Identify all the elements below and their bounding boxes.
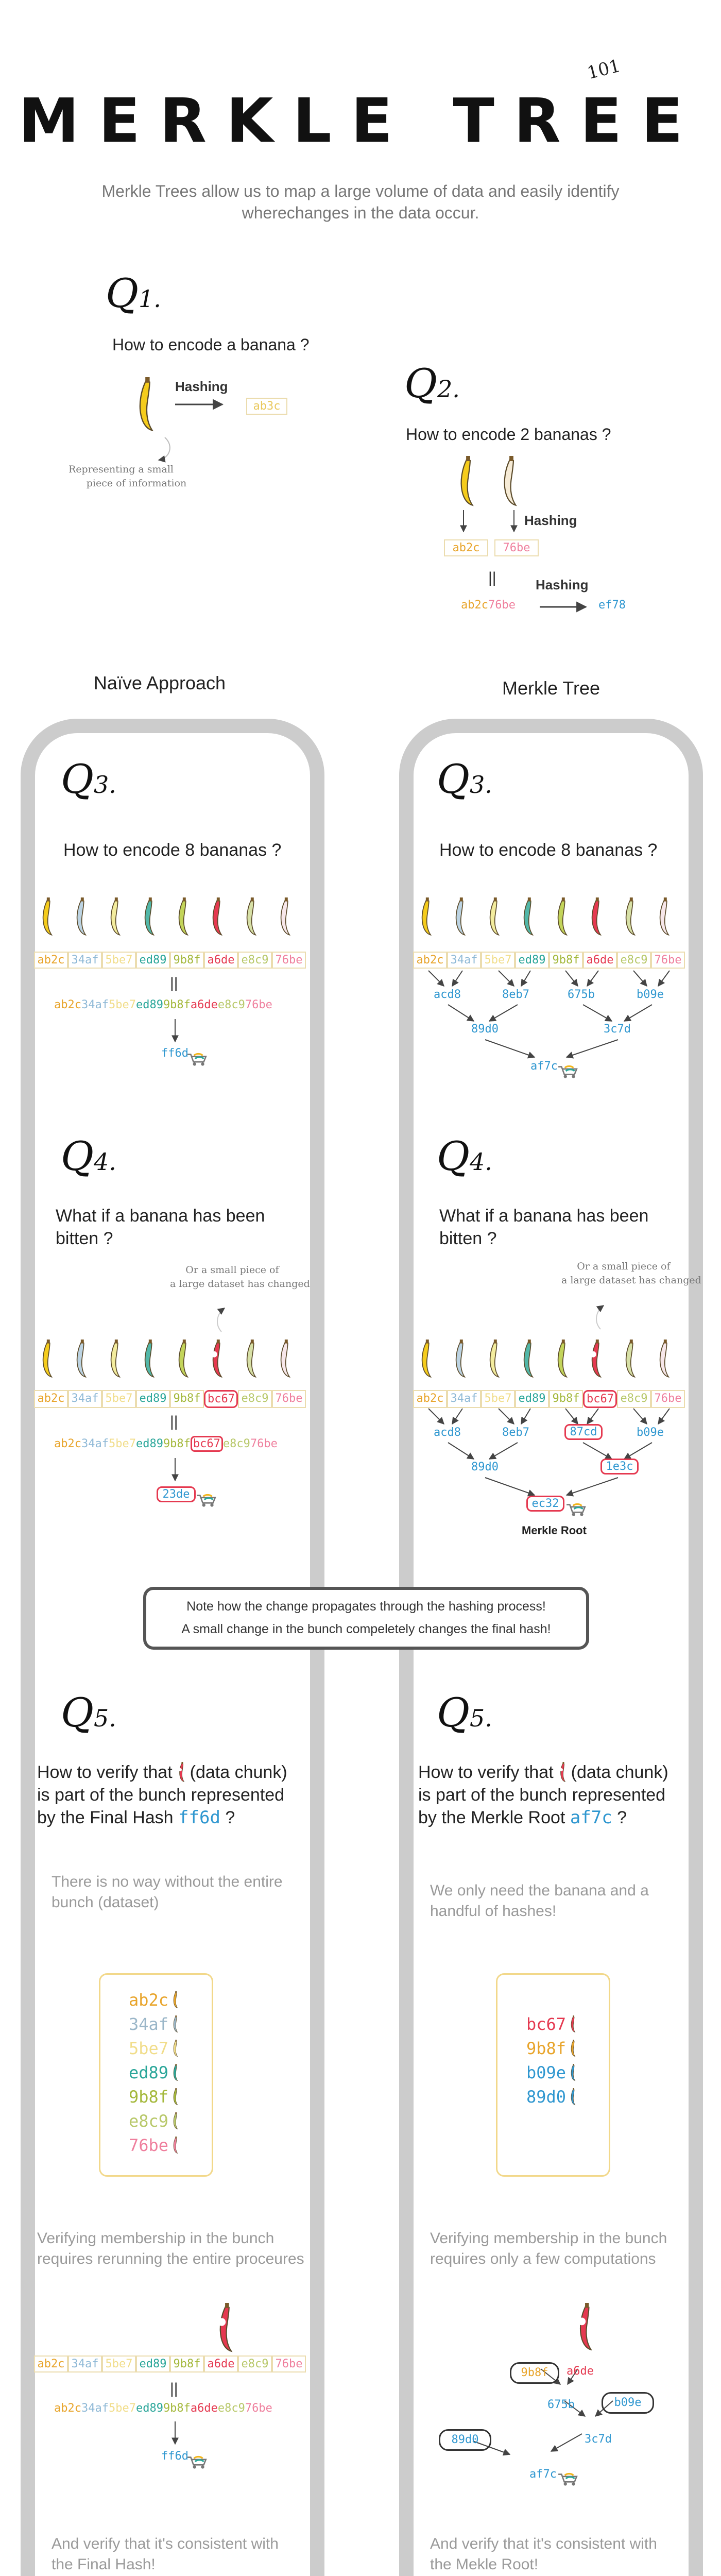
concat-hash: ed89 <box>135 998 163 1011</box>
data-list-hash: ab2c <box>129 1990 169 2010</box>
q5-left-grey-3-line-1: And verify that it's consistent with <box>52 2535 279 2552</box>
q4-left-result: 23de <box>157 1486 196 1502</box>
verify-pair-b: a6de <box>566 2365 594 2378</box>
banana-icon <box>416 897 435 937</box>
concat-hash: bc67 <box>191 1436 223 1452</box>
banana-icon <box>105 897 124 937</box>
q5-left-q-final: by the Final Hash <box>37 1808 174 1827</box>
q5-right-q-end: ? <box>617 1808 627 1827</box>
leaf-hash: 76be <box>272 952 306 969</box>
q4-right-l2-1: 1e3c <box>600 1459 639 1475</box>
q4-left-letter: Q <box>61 1133 94 1180</box>
leaf-hash: e8c9 <box>238 952 272 969</box>
data-list-hash: 34af <box>129 2014 169 2034</box>
banana-icon <box>130 377 160 433</box>
q3-left-number: 3. <box>93 771 116 799</box>
banana-icon <box>450 1340 469 1379</box>
superscript-101: 101 <box>585 55 623 84</box>
data-list-item <box>129 2036 180 2060</box>
q3-right-leaves <box>413 952 685 969</box>
q3-right-root: af7c <box>530 1060 558 1073</box>
leaf-hash: a6de <box>204 952 238 969</box>
leaf-hash: 9b8f <box>170 1390 204 1408</box>
subtitle <box>67 180 654 224</box>
q2-equals: || <box>488 569 496 586</box>
q4-left-question <box>56 1205 265 1250</box>
concat-hash: e8c9 <box>217 2402 245 2415</box>
leaf-hash: 76be <box>651 1390 685 1408</box>
q3-left-letter: Q <box>61 756 94 803</box>
data-list-item <box>526 2012 577 2036</box>
data-list-hash: 9b8f <box>129 2087 169 2107</box>
curved-arrow-icon <box>591 1303 612 1334</box>
q1-label <box>106 270 161 317</box>
q5-left-grey-3 <box>52 2534 279 2575</box>
q2-label <box>404 361 460 407</box>
q1-hash: ab3c <box>246 398 287 415</box>
banana-icon <box>495 456 522 507</box>
q4-right-l1-2: 87cd <box>564 1424 603 1440</box>
q2-concat <box>461 599 516 612</box>
leaf-hash: 5be7 <box>102 1390 136 1408</box>
verify-mid: 675b <box>547 2398 575 2411</box>
q5-right-grey-1 <box>430 1880 649 1922</box>
q4-right-number: 4. <box>469 1148 492 1176</box>
concat-hash: 34af <box>81 1437 109 1450</box>
leaf-hash: e8c9 <box>238 1390 272 1408</box>
q4-right-l1-0: acd8 <box>434 1426 461 1439</box>
data-list-item <box>129 2109 180 2133</box>
q5-left-letter: Q <box>61 1690 94 1736</box>
q5-right-question-line-3 <box>418 1806 668 1829</box>
q1-question: How to encode a banana ? <box>112 335 310 354</box>
leaf-hash: 5be7 <box>481 1390 515 1408</box>
cart-icon <box>186 1052 208 1066</box>
q4-left-question-line-1: What if a banana has been <box>56 1206 265 1226</box>
cart-icon <box>557 1064 579 1079</box>
concat-hash: a6de <box>190 998 218 1011</box>
merkle-tree-lines <box>412 969 700 1061</box>
q5-left-q-part-a: How to verify that <box>37 1762 173 1782</box>
banana-icon <box>654 1340 673 1379</box>
q5-left-grey-3-line-2: the Final Hash! <box>52 2556 156 2573</box>
q5-right-data-list <box>526 2012 577 2109</box>
concat-hash: e8c9 <box>217 998 245 1011</box>
q1-hashing-label: Hashing <box>175 379 228 394</box>
concat-hash: 9b8f <box>163 2402 191 2415</box>
q4-left-note <box>154 1263 310 1291</box>
q2-hashing-label-1: Hashing <box>524 513 577 528</box>
q5-left-concat <box>54 2402 272 2415</box>
q3-left-result: ff6d <box>161 1047 188 1060</box>
subtitle-line-1: Merkle Trees allow us to map a large volume of data and easily identify <box>101 182 620 200</box>
q2-hash-a: ab2c <box>444 539 488 556</box>
naive-approach-title: Naïve Approach <box>93 672 226 693</box>
leaf-hash: 9b8f <box>549 952 583 969</box>
banana-icon <box>139 897 158 937</box>
cart-icon <box>557 2472 579 2486</box>
leaf-hash: 76be <box>651 952 685 969</box>
q3-left-equals: || <box>170 975 178 992</box>
data-list-item <box>129 2060 180 2084</box>
q5-right-label <box>437 1690 492 1736</box>
bitten-banana-icon <box>586 1340 605 1379</box>
curved-arrow-icon <box>149 435 175 466</box>
q5-right-grey-1-line-1: We only need the banana and a <box>430 1882 649 1899</box>
q4-right-note <box>546 1260 701 1287</box>
concat-hash: 5be7 <box>108 1437 136 1450</box>
banana-icon <box>452 456 479 507</box>
q4-right-l1-3: b09e <box>637 1426 664 1439</box>
q5-left-question-line-1 <box>37 1761 287 1784</box>
q5-left-q-hash: ff6d <box>178 1807 220 1828</box>
q5-left-grey-1 <box>52 1872 283 1913</box>
banana-icon <box>207 897 226 937</box>
q5-right-q-part-b: (data chunk) <box>571 1762 668 1782</box>
banana-icon <box>170 2137 180 2154</box>
data-list-item <box>526 2036 577 2060</box>
concat-hash: ab2c <box>54 1437 81 1450</box>
banana-icon <box>568 2088 577 2106</box>
banana-icon <box>620 1340 639 1379</box>
q1-note-line-1: Representing a small <box>68 464 174 475</box>
leaf-hash: 9b8f <box>170 952 204 969</box>
leaf-hash: ed89 <box>136 2355 170 2372</box>
leaf-hash: a6de <box>204 2355 238 2372</box>
cart-icon <box>186 2455 208 2469</box>
leaf-hash: ab2c <box>413 1390 447 1408</box>
q2-hash-row <box>444 539 539 556</box>
arrow-icon <box>458 510 469 535</box>
data-list-hash: 5be7 <box>129 2038 169 2058</box>
banana-icon <box>173 897 192 937</box>
leaf-hash: ab2c <box>34 2355 68 2372</box>
q5-left-data-list <box>129 1988 180 2157</box>
banana-icon <box>568 2015 577 2033</box>
q5-left-q-part-b: (data chunk) <box>190 1762 287 1782</box>
q2-concat-a: ab2c <box>461 599 488 612</box>
q3-right-l2-1: 3c7d <box>604 1023 631 1036</box>
q3-left-concat <box>54 998 272 1011</box>
banana-icon <box>518 897 537 937</box>
q5-left-question <box>37 1761 287 1829</box>
q2-letter: Q <box>404 361 437 407</box>
banana-icon <box>37 1340 56 1379</box>
q4-left-leaves <box>34 1390 306 1408</box>
q5-left-q-end: ? <box>225 1808 235 1827</box>
q5-right-question-line-2: is part of the bunch represented <box>418 1785 666 1805</box>
q1-note-line-2: piece of information <box>86 478 187 489</box>
propagation-note-line-2: A small change in the bunch compeletely changes the final hash! <box>181 1622 551 1636</box>
verify-root: af7c <box>529 2468 557 2481</box>
q5-right-grey-3-line-1: And verify that it's consistent with <box>430 2535 657 2552</box>
arrow-icon <box>171 1458 179 1484</box>
bitten-banana-icon <box>557 1762 568 1783</box>
arrow-icon <box>175 399 227 410</box>
banana-icon <box>552 897 571 937</box>
q4-right-leaves <box>413 1390 685 1408</box>
q2-number: 2. <box>437 375 460 403</box>
banana-icon <box>241 897 260 937</box>
q3-right-l1-0: acd8 <box>434 988 461 1001</box>
subtitle-line-2: wherechanges in the data occur. <box>242 204 479 222</box>
leaf-hash: e8c9 <box>238 2355 272 2372</box>
q2-question: How to encode 2 bananas ? <box>406 425 611 444</box>
arrow-icon <box>171 2421 179 2447</box>
leaf-hash: ed89 <box>136 952 170 969</box>
banana-icon <box>450 897 469 937</box>
merkle-tree-title: Merkle Tree <box>502 677 600 699</box>
q4-right-label <box>437 1133 492 1180</box>
q2-hashing-label-2: Hashing <box>536 577 589 592</box>
data-list-item <box>129 1988 180 2012</box>
q4-right-bananas <box>416 1340 688 1381</box>
banana-icon <box>275 897 294 937</box>
concat-hash: 34af <box>81 998 109 1011</box>
banana-icon <box>586 897 605 937</box>
leaf-hash: a6de <box>583 952 617 969</box>
banana-icon <box>139 1340 158 1379</box>
q3-right-l1-2: 675b <box>568 988 595 1001</box>
q3-left-question: How to encode 8 bananas ? <box>63 840 282 860</box>
banana-icon <box>170 2088 180 2106</box>
q3-right-question: How to encode 8 bananas ? <box>439 840 658 860</box>
q5-left-result: ff6d <box>161 2450 188 2463</box>
curved-arrow-icon <box>212 1306 233 1337</box>
data-list-hash: b09e <box>526 2062 566 2082</box>
bitten-banana-icon <box>211 2303 238 2353</box>
banana-icon <box>654 897 673 937</box>
arrow-icon <box>509 510 519 535</box>
banana-icon <box>105 1340 124 1379</box>
q4-right-question-line-1: What if a banana has been <box>439 1206 649 1226</box>
q1-note <box>44 463 198 490</box>
q5-right-question-line-1 <box>418 1761 668 1784</box>
concat-hash: 34af <box>81 2402 109 2415</box>
q4-left-equals: || <box>170 1413 178 1430</box>
verify-left: 89d0 <box>439 2429 491 2451</box>
leaf-hash: ed89 <box>515 952 549 969</box>
concat-hash: 76be <box>245 2402 272 2415</box>
banana-icon <box>170 2015 180 2033</box>
banana-icon <box>568 2064 577 2081</box>
q4-left-label <box>61 1133 116 1180</box>
leaf-hash: 34af <box>447 952 481 969</box>
leaf-hash: 34af <box>447 1390 481 1408</box>
data-list-item <box>129 2012 180 2036</box>
arrow-icon <box>171 1019 179 1045</box>
leaf-hash: bc67 <box>204 1390 238 1408</box>
concat-hash: 76be <box>245 998 272 1011</box>
leaf-hash: ab2c <box>413 952 447 969</box>
leaf-hash: e8c9 <box>617 952 651 969</box>
q4-left-bananas <box>37 1340 309 1381</box>
leaf-hash: 34af <box>68 952 102 969</box>
q3-right-bananas <box>416 897 688 939</box>
verify-pair-a: 9b8f <box>510 2362 559 2384</box>
concat-hash: 5be7 <box>108 998 136 1011</box>
banana-icon <box>170 2064 180 2081</box>
q2-result: ef78 <box>598 599 626 612</box>
banana-icon <box>518 1340 537 1379</box>
concat-hash: ed89 <box>135 1437 163 1450</box>
q5-left-grey-1-line-1: There is no way without the entire <box>52 1873 283 1890</box>
leaf-hash: 5be7 <box>102 2355 136 2372</box>
banana-icon <box>37 897 56 937</box>
leaf-hash: ed89 <box>136 1390 170 1408</box>
leaf-hash: 9b8f <box>170 2355 204 2372</box>
q4-left-question-line-2: bitten ? <box>56 1229 113 1248</box>
q5-right-grey-3 <box>430 2534 657 2575</box>
q5-right-q-hash: af7c <box>570 1807 612 1828</box>
leaf-hash: bc67 <box>583 1390 617 1408</box>
q5-right-q-part-a: How to verify that <box>418 1762 554 1782</box>
leaf-hash: 9b8f <box>549 1390 583 1408</box>
verify-side: b09e <box>602 2392 654 2414</box>
data-list-item <box>129 2084 180 2109</box>
banana-icon <box>275 1340 294 1379</box>
propagation-note <box>143 1587 589 1650</box>
q4-right-note-line-2: a large dataset has changed <box>561 1275 701 1286</box>
q5-left-equals: || <box>170 2380 178 2397</box>
q2-concat-b: 76be <box>488 599 516 612</box>
q5-left-leaves <box>34 2355 306 2372</box>
q3-left-leaves <box>34 952 306 969</box>
q5-right-grey-2-line-2: requires only a few computations <box>430 2250 656 2267</box>
q3-left-label <box>61 756 116 803</box>
banana-icon <box>71 1340 90 1379</box>
merkle-tree-lines <box>412 1406 700 1510</box>
data-list-hash: e8c9 <box>129 2111 169 2131</box>
concat-hash: 9b8f <box>163 1437 191 1450</box>
q5-right-grey-2-line-1: Verifying membership in the bunch <box>430 2230 667 2247</box>
cart-icon <box>196 1493 217 1507</box>
banana-icon <box>484 1340 503 1379</box>
q5-left-grey-2 <box>37 2228 304 2269</box>
q5-left-question-line-2: is part of the bunch represented <box>37 1785 285 1805</box>
q4-left-note-line-1: Or a small piece of <box>185 1264 279 1276</box>
q5-right-grey-1-line-2: handful of hashes! <box>430 1903 557 1920</box>
banana-icon <box>170 1991 180 2009</box>
data-list-item <box>526 2060 577 2084</box>
concat-hash: e8c9 <box>222 1437 250 1450</box>
leaf-hash: ab2c <box>34 1390 68 1408</box>
q1-number: 1. <box>138 285 161 313</box>
q2-hash-b: 76be <box>494 539 539 556</box>
q4-right-l2-0: 89d0 <box>471 1461 499 1473</box>
q5-right-grey-3-line-2: the Mekle Root! <box>430 2556 539 2573</box>
bitten-banana-icon <box>572 2303 597 2352</box>
leaf-hash: ab2c <box>34 952 68 969</box>
q3-right-number: 3. <box>469 771 492 799</box>
page-title: MERKLE TREE <box>19 85 702 156</box>
q4-left-number: 4. <box>93 1148 116 1176</box>
q3-right-l2-0: 89d0 <box>471 1023 499 1036</box>
q4-right-root: ec32 <box>526 1496 564 1512</box>
q5-left-grey-1-line-2: bunch (dataset) <box>52 1894 159 1911</box>
q3-right-letter: Q <box>437 756 470 803</box>
q4-right-letter: Q <box>437 1133 470 1180</box>
leaf-hash: 34af <box>68 2355 102 2372</box>
banana-icon <box>241 1340 260 1379</box>
data-list-hash: ed89 <box>129 2062 169 2082</box>
banana-icon <box>71 897 90 937</box>
data-list-hash: bc67 <box>526 2014 566 2034</box>
q4-right-note-line-1: Or a small piece of <box>577 1261 671 1272</box>
q5-left-label <box>61 1690 116 1736</box>
q4-right-l1-1: 8eb7 <box>502 1426 529 1439</box>
banana-icon <box>552 1340 571 1379</box>
banana-icon <box>620 897 639 937</box>
banana-icon <box>568 2040 577 2057</box>
leaf-hash: 76be <box>272 2355 306 2372</box>
banana-icon <box>173 1340 192 1379</box>
leaf-hash: 34af <box>68 1390 102 1408</box>
q4-right-question <box>439 1205 648 1250</box>
q4-left-concat <box>54 1437 278 1450</box>
q5-right-question <box>418 1761 668 1829</box>
leaf-hash: 5be7 <box>481 952 515 969</box>
q5-left-grey-2-line-2: requires rerunning the entire proceures <box>37 2250 304 2267</box>
leaf-hash: ed89 <box>515 1390 549 1408</box>
leaf-hash: e8c9 <box>617 1390 651 1408</box>
concat-hash: ab2c <box>54 2402 81 2415</box>
banana-icon <box>416 1340 435 1379</box>
q5-right-q-final: by the Merkle Root <box>418 1808 565 1827</box>
data-list-hash: 9b8f <box>526 2038 566 2058</box>
q5-right-grey-2 <box>430 2228 667 2269</box>
q4-left-note-line-2: a large dataset has changed <box>170 1278 310 1290</box>
banana-icon <box>170 2040 180 2057</box>
data-list-hash: 89d0 <box>526 2087 566 2107</box>
bitten-banana-icon <box>207 1340 226 1379</box>
q5-left-number: 5. <box>93 1704 116 1732</box>
data-list-item <box>129 2133 180 2157</box>
leaf-hash: 5be7 <box>102 952 136 969</box>
q1-letter: Q <box>106 270 139 317</box>
arrow-icon <box>540 602 591 612</box>
concat-hash: ed89 <box>135 2402 163 2415</box>
concat-hash: 76be <box>250 1437 278 1450</box>
verify-mid-2: 3c7d <box>585 2433 612 2446</box>
propagation-note-line-1: Note how the change propagates through the hashing process! <box>186 1599 546 1614</box>
data-list-hash: 76be <box>129 2135 169 2155</box>
concat-hash: a6de <box>190 2402 218 2415</box>
banana-icon <box>484 897 503 937</box>
cart-icon <box>565 1502 587 1517</box>
q5-right-number: 5. <box>469 1704 492 1732</box>
leaf-hash: 76be <box>272 1390 306 1408</box>
q3-right-l1-1: 8eb7 <box>502 988 529 1001</box>
bitten-banana-icon <box>176 1762 187 1783</box>
q5-left-question-line-3 <box>37 1806 287 1829</box>
q3-right-l1-3: b09e <box>637 988 664 1001</box>
concat-hash: 5be7 <box>108 2402 136 2415</box>
q5-right-letter: Q <box>437 1690 470 1736</box>
concat-hash: ab2c <box>54 998 81 1011</box>
banana-icon <box>170 2112 180 2130</box>
merkle-root-label: Merkle Root <box>522 1524 587 1537</box>
data-list-item <box>526 2084 577 2109</box>
q5-left-grey-2-line-1: Verifying membership in the bunch <box>37 2230 274 2247</box>
q3-left-bananas <box>37 897 309 939</box>
q4-right-question-line-2: bitten ? <box>439 1229 497 1248</box>
q3-right-label <box>437 756 492 803</box>
concat-hash: 9b8f <box>163 998 191 1011</box>
